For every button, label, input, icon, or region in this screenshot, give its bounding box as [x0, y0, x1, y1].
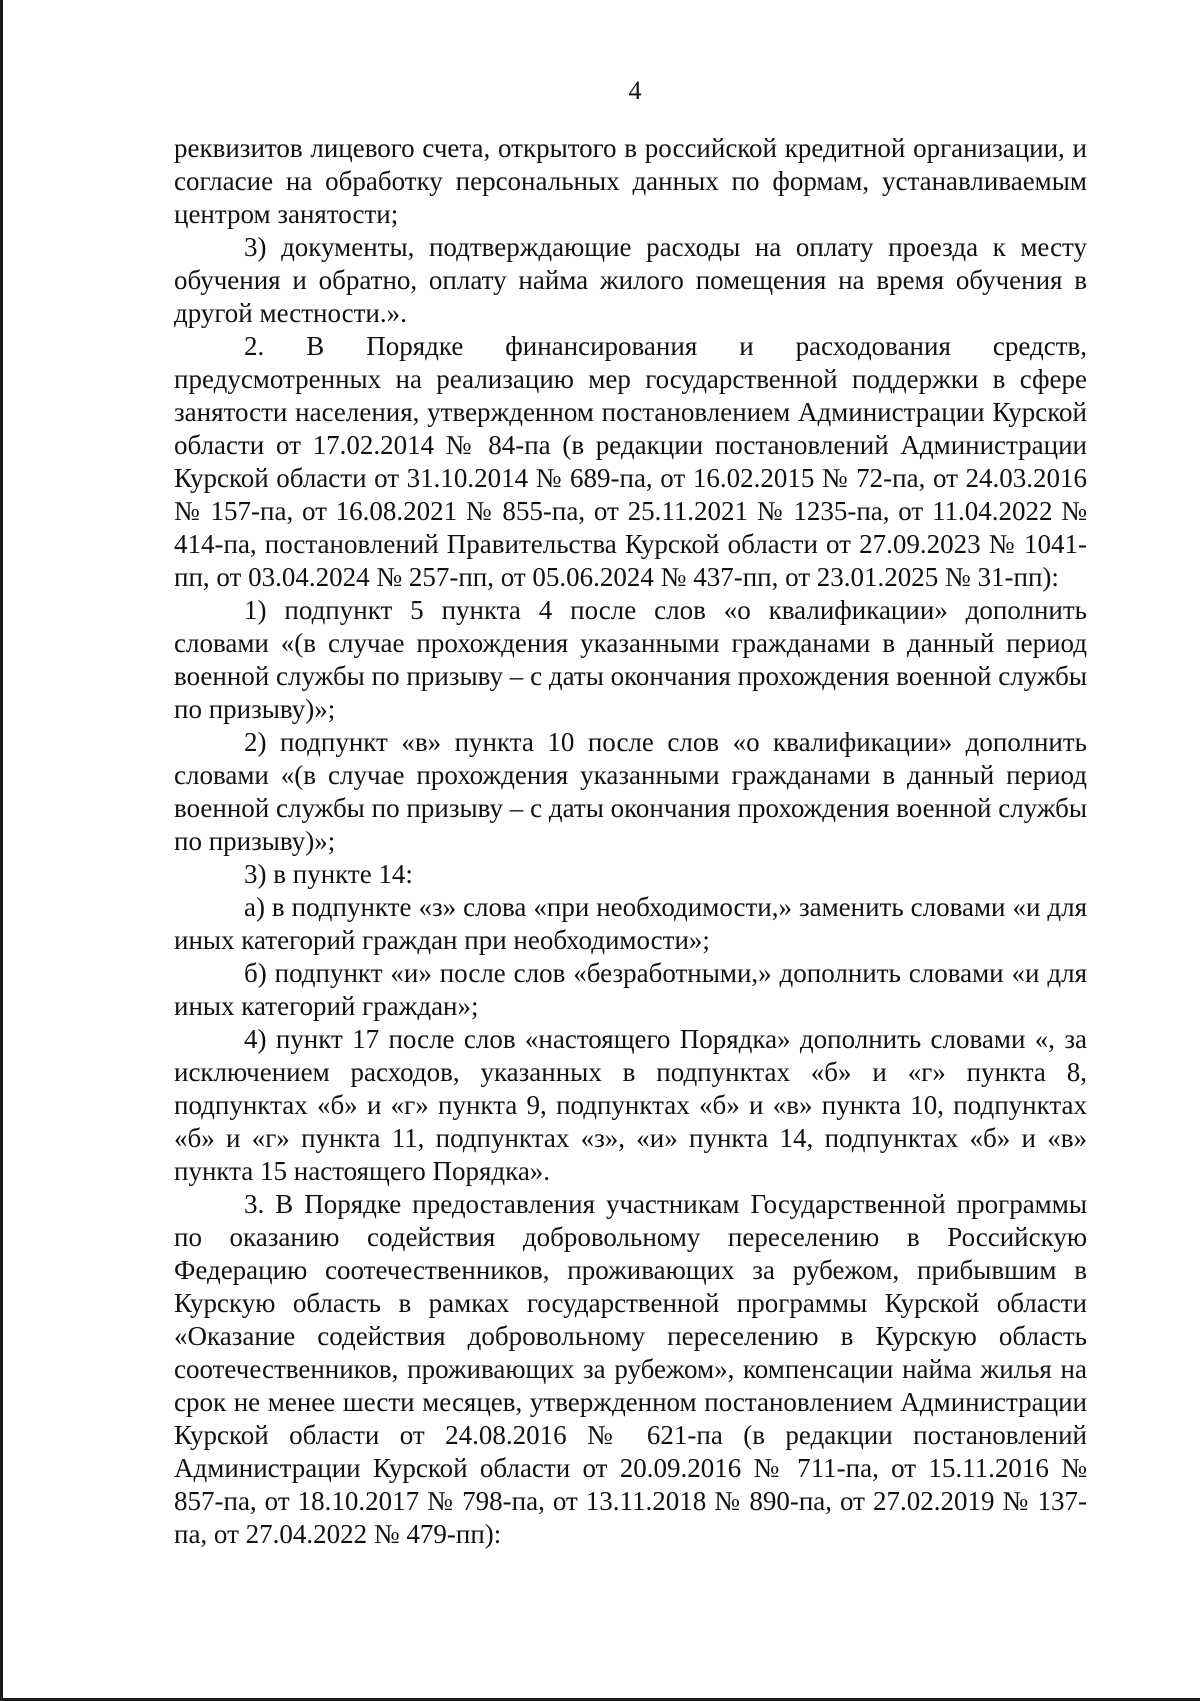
scan-edge-left: [0, 0, 3, 1701]
paragraph: 3. В Порядке предоставления участникам Государственной программы по оказанию содействия добровольному переселению в Российскую Федерацию соотечественников, проживающих за рубежом, прибывшим в Курскую область в рамках государственной программы Курской области «Оказание содействия добровольному переселению в Курскую область соотечественников, проживающих за рубежом», компенсации найма жилья на срок не менее шести месяцев, утвержденном постановлением Администрации Курской области от 24.08.2016 № 621-па (в редакции постановлений Администрации Курской области от 20.09.2016 № 711-па, от 15.11.2016 № 857-па, от 18.10.2017 № 798-па, от 13.11.2018 № 890-па, от 27.02.2019 № 137-па, от 27.04.2022 № 479-пп):: [174, 1189, 1087, 1549]
paragraph: а) в подпункте «з» слова «при необходимости,» заменить словами «и для иных категорий граждан при необходимости»;: [174, 892, 1087, 955]
paragraph: б) подпункт «и» после слов «безработными,» дополнить словами «и для иных категорий граждан»;: [174, 958, 1087, 1021]
page-number: 4: [628, 76, 642, 105]
paragraph: 3) в пункте 14:: [244, 859, 413, 889]
paragraph: реквизитов лицевого счета, открытого в российской кредитной организации, и согласие на обработку персональных данных по формам, устанавливаемым центром занятости;: [174, 133, 1087, 229]
paragraph: 2. В Порядке финансирования и расходования средств, предусмотренных на реализацию мер государственной поддержки в сфере занятости населения, утвержденном постановлением Администрации Курской области от 17.02.2014 № 84-па (в редакции постановлений Администрации Курской области от 31.10.2014 № 689-па, от 16.02.2015 № 72-па, от 24.03.2016 № 157-па, от 16.08.2021 № 855-па, от 25.11.2021 № 1235-па, от 11.04.2022 № 414-па, постановлений Правительства Курской области от 27.09.2023 № 1041-пп, от 03.04.2024 № 257-пп, от 05.06.2024 № 437-пп, от 23.01.2025 № 31-пп):: [174, 331, 1087, 592]
paragraph: 3) документы, подтверждающие расходы на оплату проезда к месту обучения и обратно, оплату найма жилого помещения на время обучения в другой местности.».: [174, 232, 1087, 328]
paragraph: 1) подпункт 5 пункта 4 после слов «о квалификации» дополнить словами «(в случае прохождения указанными гражданами в данный период военной службы по призыву – с даты окончания прохождения военной службы по призыву)»;: [174, 595, 1087, 724]
paragraph: 2) подпункт «в» пункта 10 после слов «о квалификации» дополнить словами «(в случае прохождения указанными гражданами в данный период военной службы по призыву – с даты окончания прохождения военной службы по призыву)»;: [174, 727, 1087, 856]
document-body: [174, 132, 1087, 1551]
paragraph: 4) пункт 17 после слов «настоящего Порядка» дополнить словами «, за исключением расходов, указанных в подпунктах «б» и «г» пункта 8, подпунктах «б» и «г» пункта 9, подпунктах «б» и «в» пункта 10, подпунктах «б» и «г» пункта 11, подпунктах «з», «и» пункта 14, подпунктах «б» и «в» пункта 15 настоящего Порядка».: [174, 1024, 1087, 1186]
